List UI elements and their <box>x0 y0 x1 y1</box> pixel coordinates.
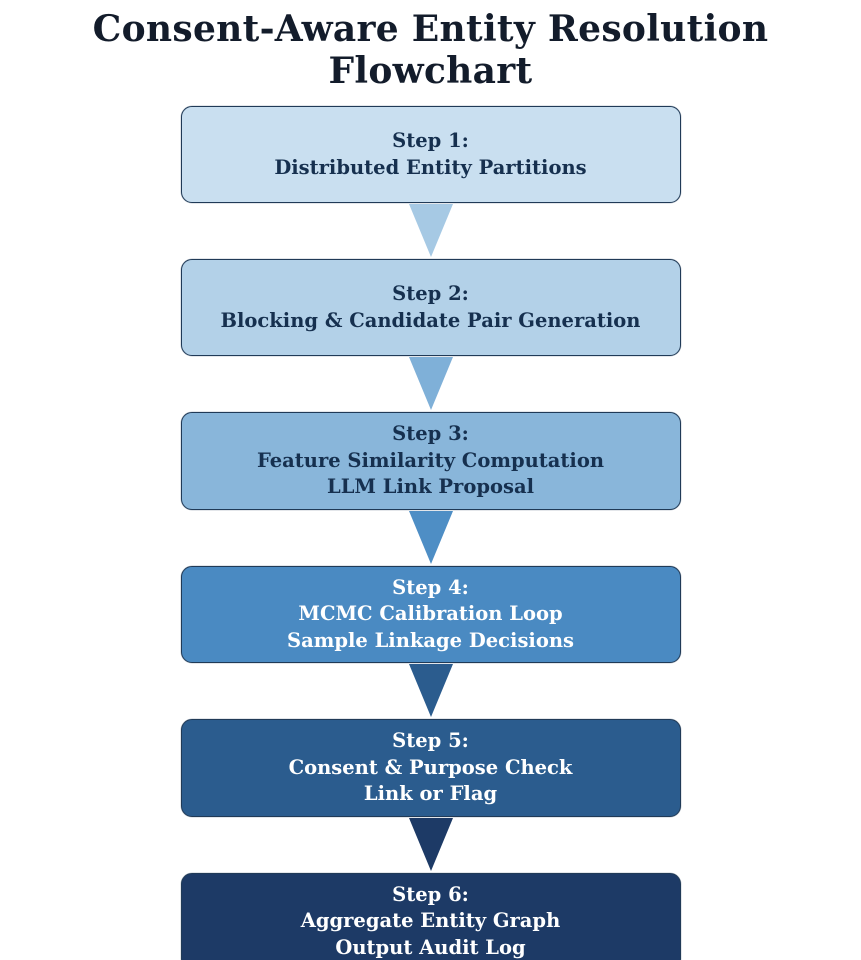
step-line: Sample Linkage Decisions <box>286 628 574 652</box>
step-box-6 <box>181 873 681 960</box>
step-line: LLM Link Proposal <box>327 475 534 498</box>
step-line: Consent & Purpose Check <box>288 755 573 779</box>
arrow-3-icon <box>408 510 454 566</box>
step-box-5 <box>181 719 681 817</box>
step-label: Step 5: <box>392 729 469 752</box>
step-box-3 <box>181 412 681 510</box>
step-line: MCMC Calibration Loop <box>298 602 563 625</box>
arrow-2-icon <box>408 356 454 412</box>
step-box-1 <box>181 106 681 203</box>
step-label: Step 2: <box>392 282 469 305</box>
step-box-4 <box>181 566 681 664</box>
arrow-1-icon <box>408 203 454 259</box>
flowchart <box>0 106 861 960</box>
step-label: Step 1: <box>392 129 469 152</box>
arrow-5-icon <box>408 817 454 873</box>
step-label: Step 4: <box>392 575 469 599</box>
page-title: Consent-Aware Entity Resolution Flowchart <box>92 8 769 92</box>
step-line: Feature Similarity Computation <box>256 448 605 472</box>
step-line: Distributed Entity Partitions <box>274 155 587 179</box>
step-label: Step 6: <box>392 882 469 906</box>
step-line: Aggregate Entity Graph <box>300 909 561 932</box>
step-box-2 <box>181 259 681 356</box>
step-line: Link or Flag <box>363 782 498 805</box>
arrow-4-icon <box>408 663 454 719</box>
step-label: Step 3: <box>392 422 469 445</box>
step-line: Output Audit Log <box>335 935 526 959</box>
step-line: Blocking & Candidate Pair Generation <box>220 308 641 332</box>
